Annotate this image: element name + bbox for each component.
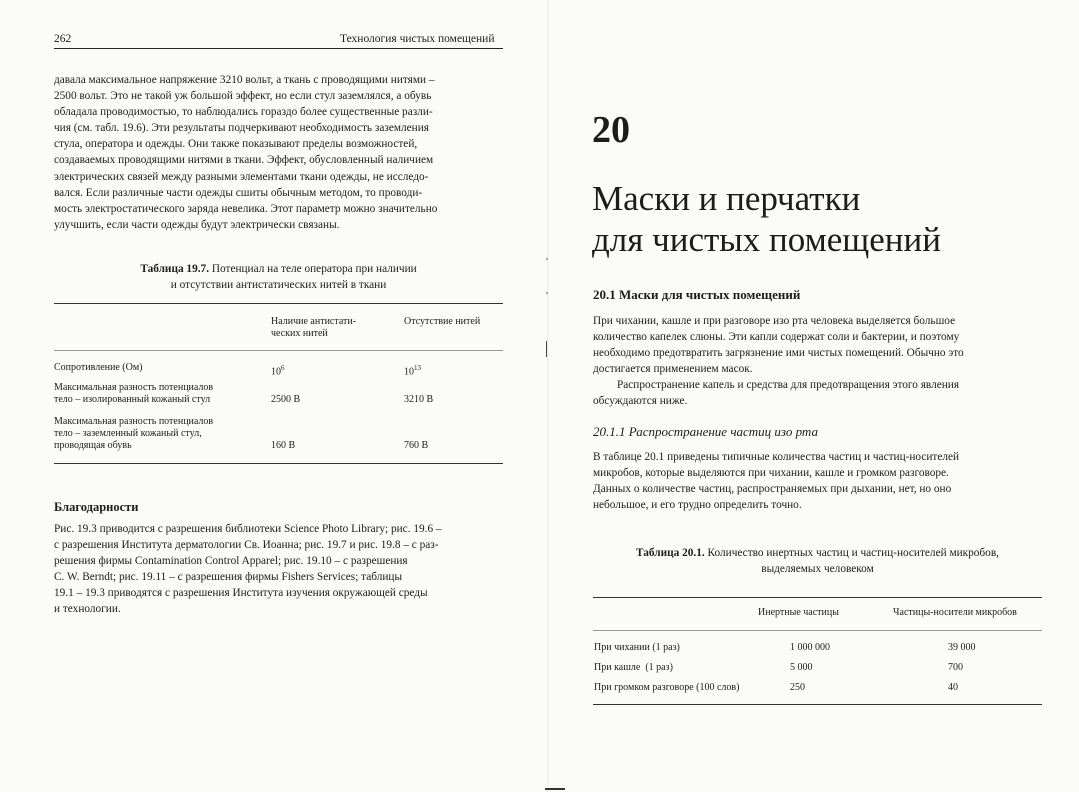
table-cell: 160 В [271, 440, 296, 451]
table-header-cell: Инертные частицы [758, 607, 839, 618]
table-header-rule [54, 350, 503, 351]
table-cell: 2500 В [271, 394, 301, 405]
section-heading: 20.1 Маски для чистых помещений [593, 287, 801, 302]
acknowledgements-heading: Благодарности [54, 500, 139, 514]
table-header-cell: Отсутствие нитей [404, 316, 481, 327]
table-top-rule [593, 597, 1042, 598]
body-paragraph: давала максимальное напряжение 3210 вольт, а ткань с проводящими нитями – 2500 вольт. Это не такой уж большой эффект, но если стул заземлялся, а обувь обладала проводимостью, то наблюдались гораздо более существенные разли- чия (см. табл. 19.6). Эти результаты подчеркивают необходимость заземления стула, оператора и одежды. Они также показывают пределы возможностей, создаваемых проводящими нитями в ткани. Эффект, обусловленный наличием электрических связей между разными элементами ткани одежды, не исследо- вался. Если различные части одежды сшиты обычным методом, то проводи- мость электростатического заряда невелика. Этот параметр можно значительно улучшить, если части одежды будут электрически связаны. [54, 74, 438, 231]
subsection-paragraph: В таблице 20.1 приведены типичные количества частиц и частиц-носителей микробов, которые выделяются при чихании, кашле и громком разговоре. Данных о количестве частиц, распространяемых при дыхании, нет, но оно небольшое, и его трудно определить точно. [593, 451, 960, 512]
table-row-label: Сопротивление (Ом) [54, 362, 143, 373]
table-cell: $10^6$ [271, 364, 285, 378]
table-cell: 3210 В [404, 394, 434, 405]
table-top-rule [54, 303, 503, 304]
page-number: 262 [54, 33, 72, 45]
running-head: Технология чистых помещений [340, 33, 495, 45]
table-caption: Таблица 19.7. Потенциал на теле оператора при наличии и отсутствии антистатических нитей в ткани [140, 263, 417, 291]
book-gutter [547, 0, 549, 792]
chapter-number: 20 [592, 109, 630, 151]
table-cell: 40 [948, 682, 958, 693]
section-paragraph: Распространение капель и средства для предотвращения этого явления обсуждаются ниже. [593, 379, 960, 408]
table-header-cell: Наличие антистати- ческих нитей [271, 316, 357, 339]
table-bottom-rule [593, 704, 1042, 705]
scan-mark [546, 341, 547, 357]
table-cell: 39 000 [948, 642, 976, 653]
table-row-label: При громком разговоре (100 слов) [594, 682, 740, 693]
table-cell: 5 000 [790, 662, 813, 673]
table-cell: 250 [790, 682, 805, 693]
table-row-label: При чихании (1 раз) [594, 642, 680, 653]
table-cell: $10^{13}$ [404, 364, 421, 378]
table-cell: 1 000 000 [790, 642, 830, 653]
scan-dot [546, 292, 548, 294]
table-row-label: Максимальная разность потенциалов тело – изолированный кожаный стул [54, 382, 214, 405]
subsection-heading: 20.1.1 Распространение частиц изо рта [593, 424, 818, 439]
acknowledgements-text: Рис. 19.3 приводится с разрешения библиотеки Science Photo Library; рис. 19.6 – с разрешения Института дерматологии Св. Иоанна; рис. 19.7 и рис. 19.8 – с раз- решения фирмы Contamination Control Apparel; рис. 19.10 – с разрешения C. W. Berndt; рис. 19.11 – с разрешения фирмы Fishers Services; таблицы 19.1 – 19.3 приводятся с разрешения Института изучения окружающей среды и технологии. [54, 523, 442, 616]
table-cell: 760 В [404, 440, 429, 451]
table-header-rule [593, 630, 1042, 631]
table-header-cell: Частицы-носители микробов [893, 607, 1017, 618]
table-bottom-rule [54, 463, 503, 464]
table-cell: 700 [948, 662, 963, 673]
table-row-label: При кашле (1 раз) [594, 662, 673, 673]
scan-mark [545, 788, 565, 790]
chapter-title: Маски и перчатки для чистых помещений [592, 179, 941, 259]
section-paragraph: При чихании, кашле и при разговоре изо рта человека выделяется большое количество капелек слюны. Эти капли содержат соли и бактерии, и поэтому необходимо предотвратить загрязнение ими чистых помещений. Обычно это достигается применением масок. [593, 315, 964, 376]
table-row-label: Максимальная разность потенциалов тело – заземленный кожаный стул, проводящая обувь [54, 416, 214, 451]
header-rule [54, 48, 503, 49]
table-caption: Таблица 20.1. Количество инертных частиц и частиц-носителей микробов, выделяемых человеком [636, 547, 999, 575]
scan-dot [546, 258, 548, 260]
